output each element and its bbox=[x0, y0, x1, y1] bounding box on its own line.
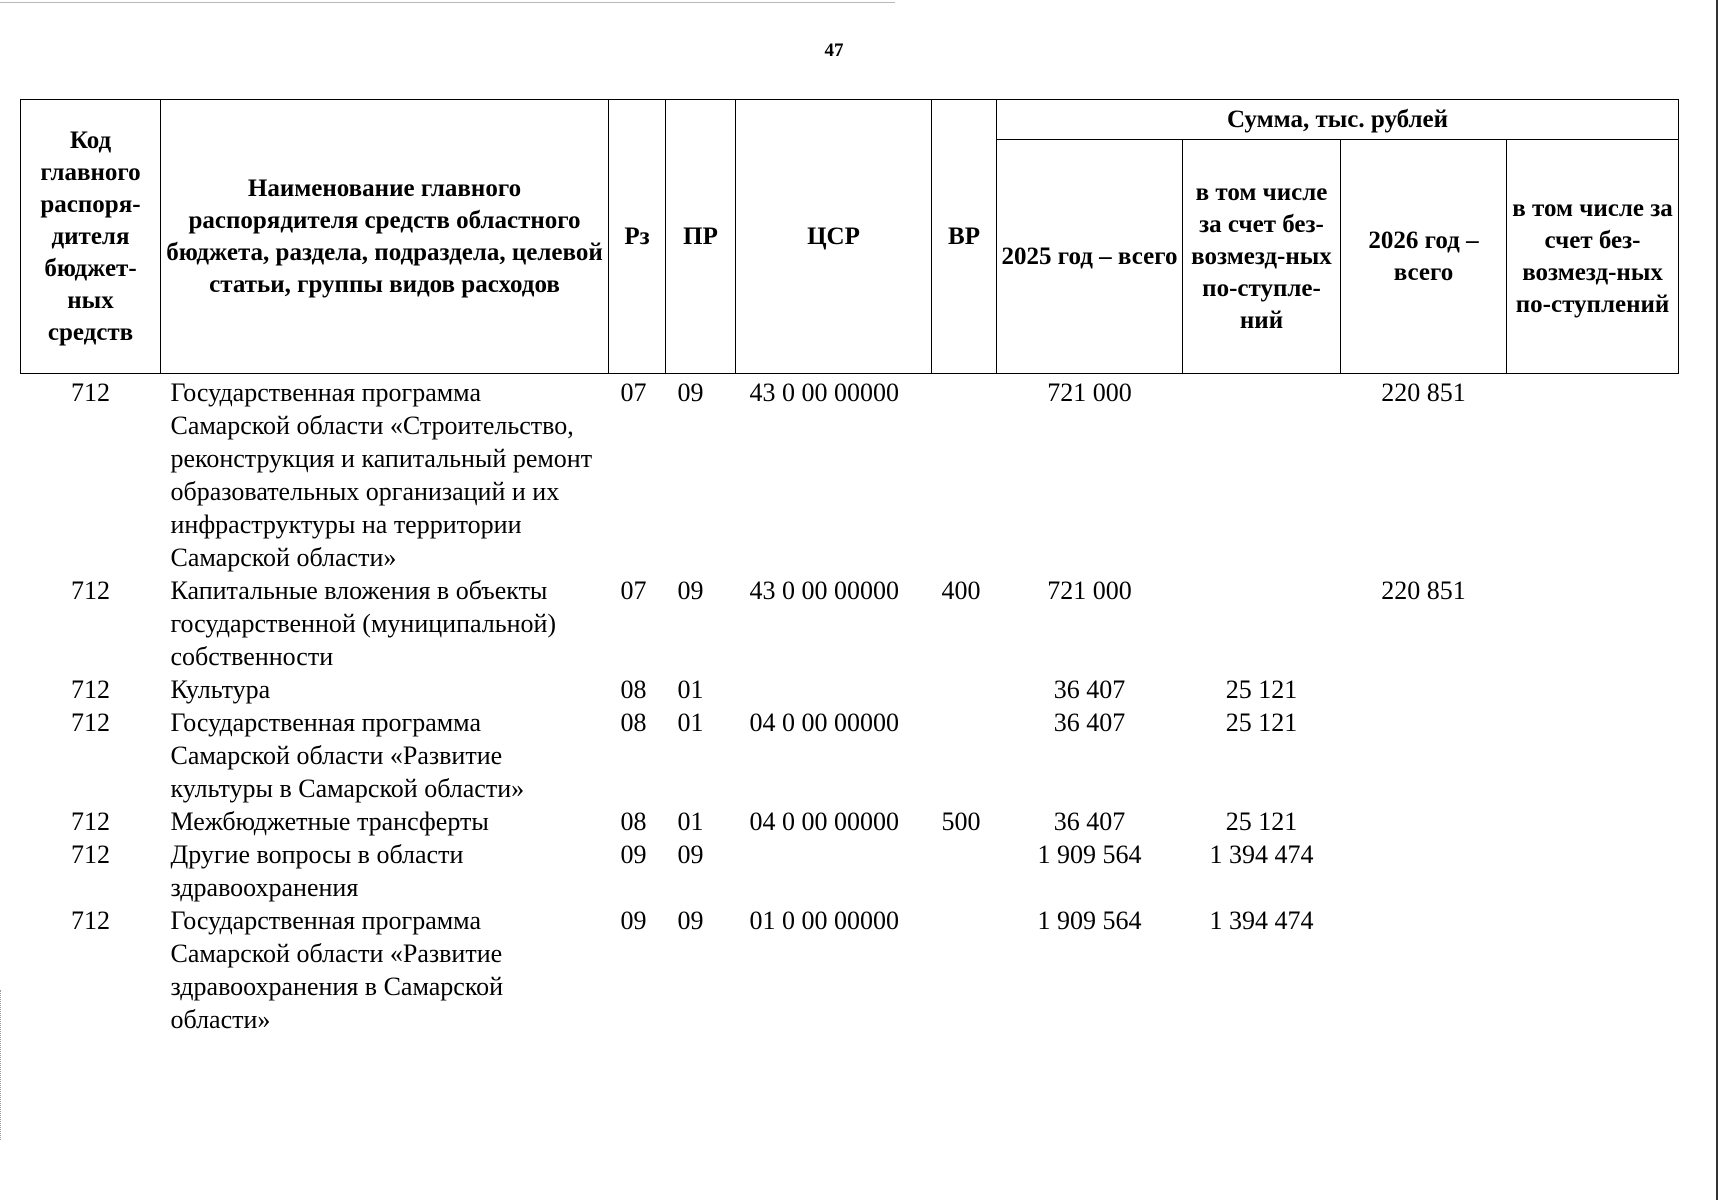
cell-name: Государственная программа Самарской области «Строительство, реконструкция и капитальный ремонт образовательных организаций и их инфраструктуры на территории Самарской области» bbox=[170, 378, 593, 572]
cell-vr: 400 bbox=[941, 576, 981, 605]
cell-2025-total: 1 909 564 bbox=[1037, 906, 1142, 935]
cell-2026-bezv bbox=[1507, 805, 1679, 838]
table-row bbox=[21, 904, 1679, 1036]
cell-2026-bezv bbox=[1507, 574, 1679, 673]
cell-vr: 500 bbox=[941, 807, 981, 836]
budget-table bbox=[20, 99, 1679, 1036]
cell-kod: 712 bbox=[71, 807, 110, 836]
table-row bbox=[21, 374, 1679, 575]
cell-2025-total: 721 000 bbox=[1047, 378, 1132, 407]
cell-2026-bezv bbox=[1507, 838, 1679, 904]
table-row bbox=[21, 574, 1679, 673]
cell-kod: 712 bbox=[71, 840, 110, 869]
cell-pr: 01 bbox=[677, 675, 704, 704]
cell-2025-total: 36 407 bbox=[1053, 807, 1126, 836]
cell-csr bbox=[736, 838, 932, 904]
cell-2025-bezv bbox=[1183, 574, 1341, 673]
cell-csr: 01 0 00 00000 bbox=[749, 906, 899, 935]
cell-csr bbox=[736, 673, 932, 706]
cell-2026-total bbox=[1341, 838, 1507, 904]
cell-2026-total: 220 851 bbox=[1381, 378, 1466, 407]
cell-kod: 712 bbox=[71, 675, 110, 704]
table-row bbox=[21, 673, 1679, 706]
page-number: 47 bbox=[824, 40, 844, 61]
cell-pr: 01 bbox=[677, 807, 704, 836]
cell-csr: 43 0 00 00000 bbox=[749, 378, 899, 407]
table-row bbox=[21, 838, 1679, 904]
scan-page-edge bbox=[1716, 0, 1718, 1200]
cell-csr: 04 0 00 00000 bbox=[749, 807, 899, 836]
cell-2026-bezv bbox=[1507, 706, 1679, 805]
cell-rz: 08 bbox=[620, 675, 647, 704]
table-header bbox=[21, 100, 1679, 374]
cell-2025-total: 1 909 564 bbox=[1037, 840, 1142, 869]
cell-2026-total: 220 851 bbox=[1381, 576, 1466, 605]
cell-pr: 09 bbox=[677, 906, 704, 935]
header-kod: Код главного распоря-дителя бюджет-ных средств bbox=[21, 100, 161, 374]
cell-vr bbox=[932, 374, 997, 575]
header-2025-total: 2025 год – всего bbox=[997, 140, 1183, 374]
cell-csr: 43 0 00 00000 bbox=[749, 576, 899, 605]
cell-pr: 01 bbox=[677, 708, 704, 737]
cell-2026-bezv bbox=[1507, 374, 1679, 575]
cell-kod: 712 bbox=[71, 576, 110, 605]
cell-2026-bezv bbox=[1507, 673, 1679, 706]
cell-kod: 712 bbox=[71, 378, 110, 407]
cell-csr: 04 0 00 00000 bbox=[749, 708, 899, 737]
scan-top-rule bbox=[0, 2, 895, 3]
cell-2025-bezv: 1 394 474 bbox=[1209, 840, 1314, 869]
cell-rz: 08 bbox=[620, 708, 647, 737]
header-2026-total: 2026 год – всего bbox=[1341, 140, 1507, 374]
header-pr: ПР bbox=[666, 100, 736, 374]
cell-name: Межбюджетные трансферты bbox=[170, 807, 489, 836]
cell-2025-bezv: 25 121 bbox=[1225, 807, 1298, 836]
cell-2025-total: 36 407 bbox=[1053, 708, 1126, 737]
cell-name: Культура bbox=[170, 675, 271, 704]
header-sum-group: Сумма, тыс. рублей bbox=[997, 100, 1679, 140]
cell-kod: 712 bbox=[71, 708, 110, 737]
cell-kod: 712 bbox=[71, 906, 110, 935]
cell-2026-bezv bbox=[1507, 904, 1679, 1036]
cell-2025-bezv bbox=[1183, 374, 1341, 575]
header-vr: ВР bbox=[932, 100, 997, 374]
cell-2025-bezv: 1 394 474 bbox=[1209, 906, 1314, 935]
cell-rz: 07 bbox=[620, 576, 647, 605]
cell-2025-total: 721 000 bbox=[1047, 576, 1132, 605]
cell-2026-total bbox=[1341, 673, 1507, 706]
cell-rz: 09 bbox=[620, 840, 647, 869]
table-body bbox=[21, 374, 1679, 1037]
cell-pr: 09 bbox=[677, 840, 704, 869]
header-name: Наименование главного распорядителя средств областного бюджета, раздела, подраздела, целевой статьи, группы видов расходов bbox=[161, 100, 609, 374]
cell-rz: 08 bbox=[620, 807, 647, 836]
cell-2026-total bbox=[1341, 706, 1507, 805]
cell-vr bbox=[932, 838, 997, 904]
cell-vr bbox=[932, 706, 997, 805]
cell-2026-total bbox=[1341, 805, 1507, 838]
cell-name: Государственная программа Самарской области «Развитие здравоохранения в Самарской области» bbox=[170, 906, 504, 1034]
cell-name: Капитальные вложения в объекты государственной (муниципальной) собственности bbox=[170, 576, 557, 671]
cell-pr: 09 bbox=[677, 576, 704, 605]
cell-2025-total: 36 407 bbox=[1053, 675, 1126, 704]
table-row bbox=[21, 805, 1679, 838]
header-csr: ЦСР bbox=[736, 100, 932, 374]
header-2026-bezv: в том числе за счет без-возмезд-ных по-ступлений bbox=[1507, 140, 1679, 374]
cell-name: Другие вопросы в области здравоохранения bbox=[170, 840, 464, 902]
scan-margin-marks bbox=[0, 990, 7, 1140]
table-row bbox=[21, 706, 1679, 805]
cell-2025-bezv: 25 121 bbox=[1225, 708, 1298, 737]
cell-rz: 07 bbox=[620, 378, 647, 407]
cell-vr bbox=[932, 673, 997, 706]
cell-name: Государственная программа Самарской области «Развитие культуры в Самарской области» bbox=[170, 708, 525, 803]
cell-rz: 09 bbox=[620, 906, 647, 935]
cell-vr bbox=[932, 904, 997, 1036]
cell-2025-bezv: 25 121 bbox=[1225, 675, 1298, 704]
cell-pr: 09 bbox=[677, 378, 704, 407]
header-2025-bezv: в том числе за счет без-возмезд-ных по-ступле-ний bbox=[1183, 140, 1341, 374]
header-rz: Рз bbox=[609, 100, 666, 374]
cell-2026-total bbox=[1341, 904, 1507, 1036]
